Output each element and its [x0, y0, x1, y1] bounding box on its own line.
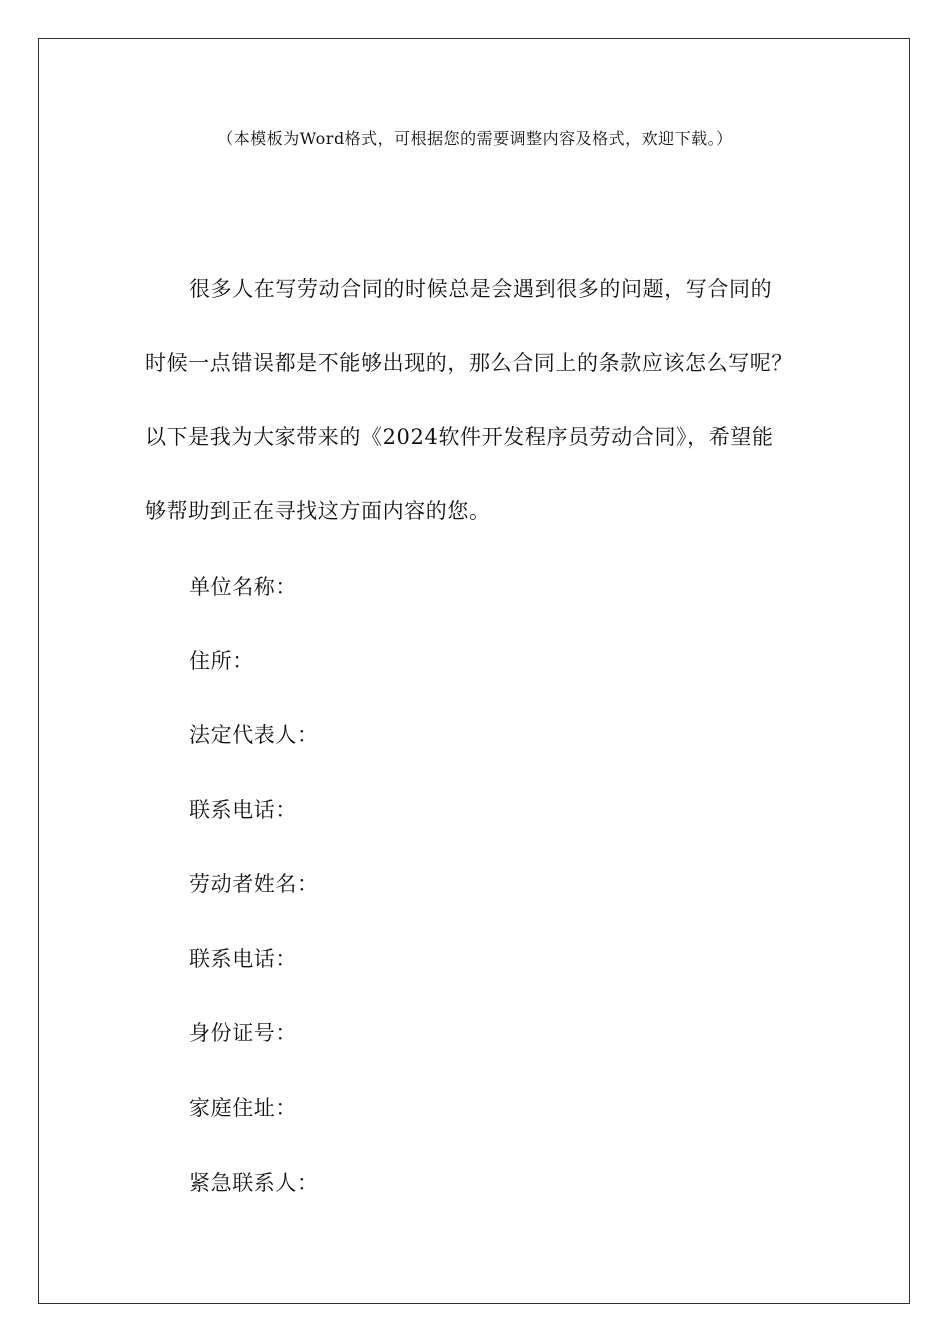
- field-emergency-contact: 紧急联系人：: [189, 1171, 319, 1195]
- template-note: （本模板为Word格式，可根据您的需要调整内容及格式，欢迎下载。）: [217, 129, 733, 148]
- field-worker-phone: 联系电话：: [189, 947, 297, 971]
- intro-line-3: 以下是我为大家带来的《2024软件开发程序员劳动合同》，希望能: [145, 425, 774, 449]
- field-legal-representative: 法定代表人：: [189, 723, 319, 747]
- field-worker-name: 劳动者姓名：: [189, 872, 319, 896]
- field-employer-phone: 联系电话：: [189, 798, 297, 822]
- intro-line-4: 够帮助到正在寻找这方面内容的您。: [145, 499, 491, 523]
- field-home-address: 家庭住址：: [189, 1096, 297, 1120]
- intro-line-1: 很多人在写劳动合同的时候总是会遇到很多的问题，写合同的: [189, 277, 773, 301]
- field-address: 住所：: [189, 649, 254, 673]
- page-border: [38, 38, 910, 1304]
- field-unit-name: 单位名称：: [189, 575, 297, 599]
- intro-line-2: 时候一点错误都是不能够出现的，那么合同上的条款应该怎么写呢？: [145, 351, 793, 375]
- field-id-number: 身份证号：: [189, 1021, 297, 1045]
